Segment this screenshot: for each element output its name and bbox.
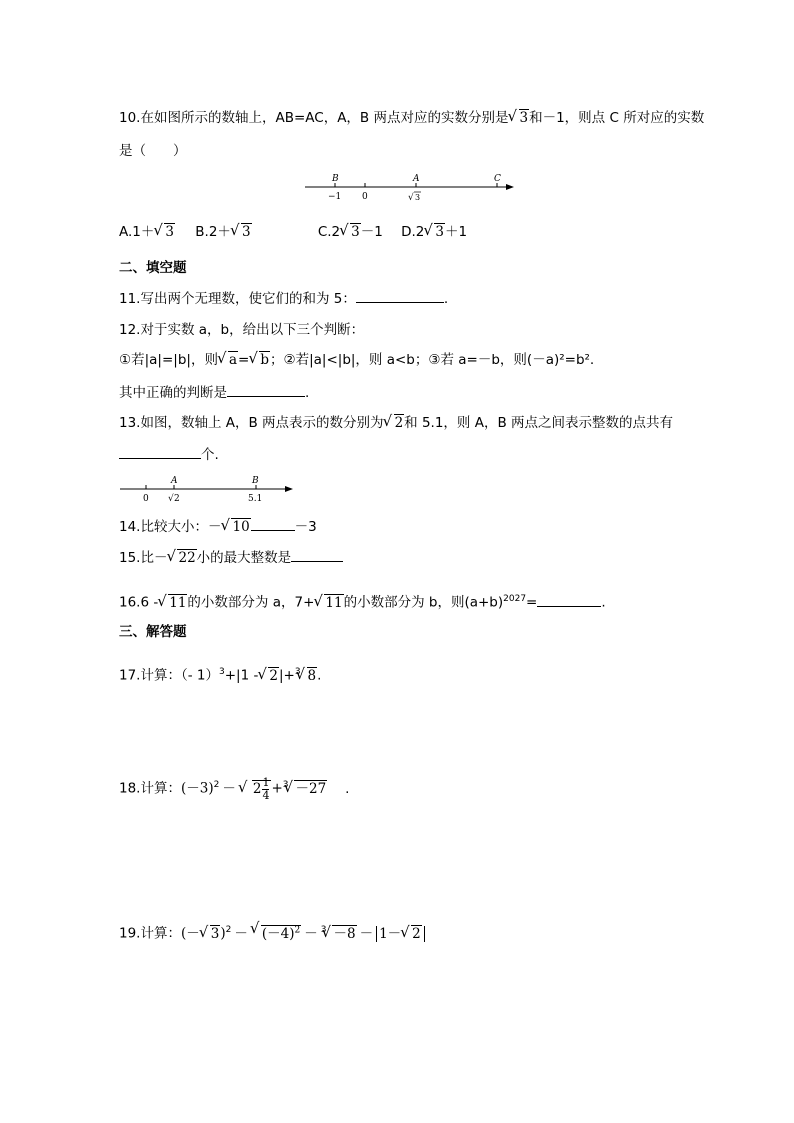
q16-answer-blank[interactable] [537, 592, 601, 607]
q12-line3: 其中正确的判断是 . [119, 382, 309, 403]
q10-line2: 是（ ） [119, 143, 187, 159]
q12-answer-blank[interactable] [227, 382, 305, 397]
option-d[interactable]: D.2√ 3＋1 [401, 224, 467, 240]
q13-line1: 13.如图，数轴上 A，B 两点表示的数分别为√ 2和 5.1，则 A，B 两点之间表示整数的点共有 [119, 413, 673, 433]
axis-label-A: A [413, 174, 420, 184]
axis-tick-sqrt2: 2 [174, 494, 180, 504]
axis-tick-0: 0 [362, 192, 368, 202]
option-b[interactable]: B.2＋√ 3 [195, 224, 251, 240]
axis-label-B: B [252, 476, 259, 486]
q13-answer-blank[interactable] [119, 444, 201, 459]
q10-number-line [300, 170, 520, 206]
axis-tick-0: 0 [143, 494, 149, 504]
q19: 19.计算：(－√ 3)$^2$ －√ $(-4)^2 - ^3√ -8 - 1-√$ 2 [119, 920, 425, 944]
svg-text:√: √ [408, 193, 414, 203]
abs-value: 1－√ 2 [376, 926, 425, 942]
q10-options [119, 222, 467, 242]
axis-tick-neg1: −1 [328, 192, 342, 202]
q17: 17.计算：（- 1）$^3$+|1 -√ 2|+$^3$√ 8. [119, 662, 321, 686]
section-heading-solve: 三、解答题 [119, 624, 187, 640]
axis-tick-sqrt3: 3 [415, 193, 421, 202]
option-a[interactable]: A.1＋√ 3 [119, 224, 175, 240]
sqrt-3: √ 3 [510, 108, 530, 128]
q15: 15.比－√ 22小的最大整数是 [119, 547, 343, 568]
q14-answer-blank[interactable] [251, 516, 295, 531]
axis-label-B: B [332, 174, 339, 184]
svg-text:√: √ [168, 494, 174, 504]
q15-answer-blank[interactable] [291, 547, 343, 562]
section-heading-fill-in: 二、填空题 [119, 260, 187, 276]
q10-line1: 10.在如图所示的数轴上，AB=AC，A，B 两点对应的实数分别是√ 3和－1，则点 C 所对应的实数 [119, 108, 704, 128]
axis-label-A: A [171, 476, 178, 486]
axis-label-C: C [494, 174, 501, 184]
q13-line2: 个. [119, 444, 219, 465]
option-c[interactable]: C.2√ 3－1 [318, 224, 383, 240]
q13-number-line [116, 472, 301, 504]
axis-tick-5-1: 5.1 [248, 494, 263, 504]
q11-answer-blank[interactable] [356, 288, 444, 303]
q16: 16.6 -√ 11的小数部分为 a，7+√ 11的小数部分为 b，则$(a+b)^{2027}=$ . [119, 589, 606, 613]
q11: 11.写出两个无理数，使它们的和为 5： . [119, 288, 448, 309]
q14: 14.比较大小：－√ 10 －3 [119, 516, 317, 537]
q12-line2: ①若|a|=|b|，则√ a=√ b；②若|a|<|b|，则 a<b；③若 a=－b，则(－a)²=b². [119, 350, 594, 370]
q12-line1: 12.对于实数 a，b，给出以下三个判断： [119, 322, 365, 338]
q18: 18.计算：$(-3)^2$ －√ 2 $\frac{1}{4}$ +$^3$√ －27 . [119, 771, 349, 803]
